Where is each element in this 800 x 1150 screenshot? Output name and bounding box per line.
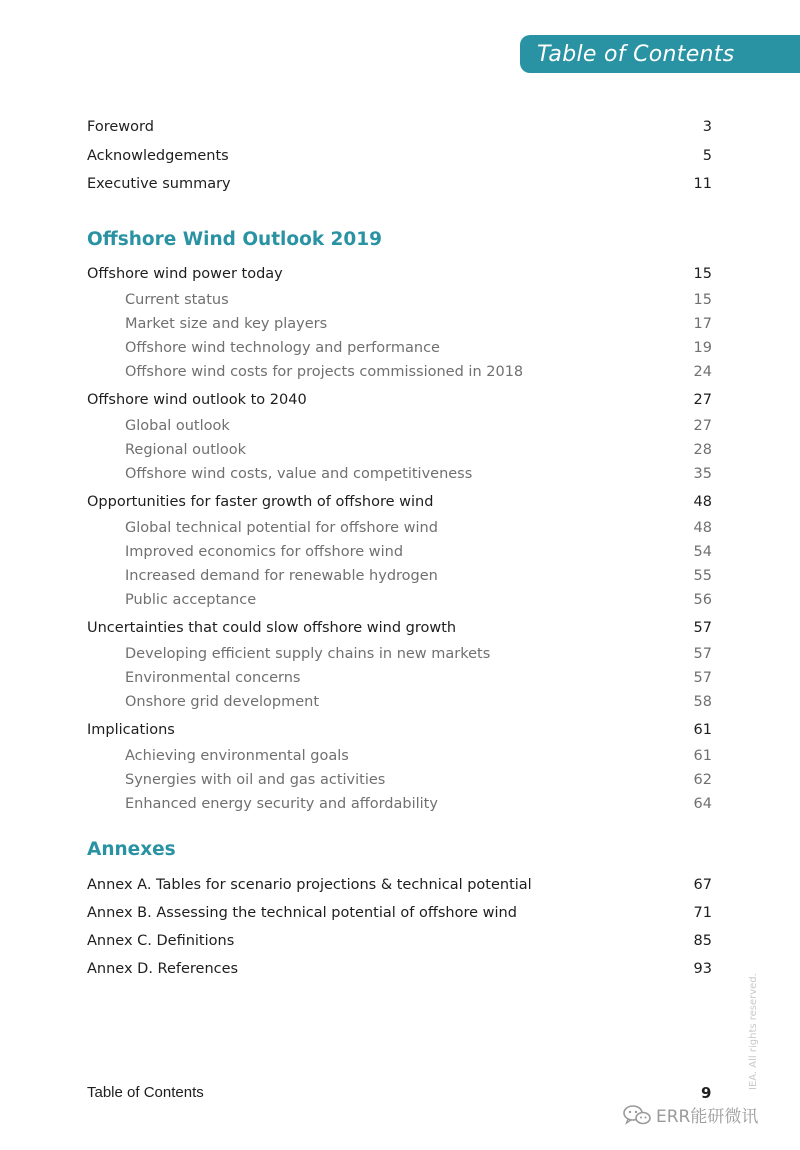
- toc-entry-label: Enhanced energy security and affordability: [125, 796, 438, 812]
- toc-entry-label: Synergies with oil and gas activities: [125, 772, 386, 788]
- toc-subentry[interactable]: [125, 292, 712, 308]
- toc-entry-label: Regional outlook: [125, 442, 247, 458]
- toc-entry-page: 19: [693, 340, 712, 356]
- toc-entry-label: Public acceptance: [125, 592, 257, 608]
- toc-chapter[interactable]: [87, 722, 712, 738]
- toc-entry-page: 56: [693, 592, 712, 608]
- toc-entry-page: 57: [693, 646, 712, 662]
- toc-entry-label: Annex B. Assessing the technical potential of offshore wind: [87, 905, 517, 921]
- watermark: [622, 1102, 758, 1127]
- toc-entry-label: Developing efficient supply chains in new markets: [125, 646, 491, 662]
- toc-entry-page: 54: [693, 544, 712, 560]
- footer-section-label: Table of Contents: [87, 1084, 204, 1101]
- toc-entry-label: Increased demand for renewable hydrogen: [125, 568, 438, 584]
- toc-entry-label: Global technical potential for offshore wind: [125, 520, 438, 536]
- toc-subentry[interactable]: [125, 796, 712, 812]
- toc-entry-label: Onshore grid development: [125, 694, 320, 710]
- toc-entry-label: Offshore wind outlook to 2040: [87, 392, 307, 408]
- toc-entry-label: Implications: [87, 722, 175, 738]
- wechat-icon: [622, 1104, 652, 1126]
- toc-annex[interactable]: [87, 961, 712, 977]
- toc-entry-page: 17: [693, 316, 712, 332]
- toc-subentry[interactable]: [125, 520, 712, 536]
- toc-entry-label: Annex A. Tables for scenario projections & technical potential: [87, 877, 532, 893]
- toc-entry-label: Achieving environmental goals: [125, 748, 349, 764]
- toc-subentry[interactable]: [125, 442, 712, 458]
- toc-entry-page: 57: [693, 620, 712, 636]
- toc-entry-page: 55: [693, 568, 712, 584]
- toc-chapter[interactable]: [87, 392, 712, 408]
- toc-entry-page: 5: [702, 148, 712, 164]
- toc-subentry[interactable]: [125, 340, 712, 356]
- toc-entry-page: 67: [693, 877, 712, 893]
- toc-entry-foreword[interactable]: [87, 119, 712, 135]
- toc-entry-label: Foreword: [87, 119, 154, 135]
- toc-annex[interactable]: [87, 877, 712, 893]
- toc-subentry[interactable]: [125, 364, 712, 380]
- toc-entry-label: Current status: [125, 292, 229, 308]
- toc-entry-page: 24: [693, 364, 712, 380]
- toc-subentry[interactable]: [125, 418, 712, 434]
- toc-banner: [520, 35, 800, 73]
- toc-entry-page: 71: [693, 905, 712, 921]
- toc-entry-page: 35: [693, 466, 712, 482]
- toc-entry-page: 48: [693, 494, 712, 510]
- toc-entry-page: 27: [693, 392, 712, 408]
- toc-chapter[interactable]: [87, 620, 712, 636]
- toc-entry-label: Improved economics for offshore wind: [125, 544, 404, 560]
- toc-entry-label: Acknowledgements: [87, 148, 229, 164]
- toc-entry-page: 57: [693, 670, 712, 686]
- toc-entry-page: 27: [693, 418, 712, 434]
- watermark-text: ERR能研微讯: [656, 1107, 759, 1127]
- toc-entry-label: Offshore wind technology and performance: [125, 340, 440, 356]
- toc-banner-title: Table of Contents: [537, 41, 735, 67]
- toc-annex[interactable]: [87, 933, 712, 949]
- toc-entry-page: 85: [693, 933, 712, 949]
- toc-entry-page: 61: [693, 748, 712, 764]
- toc-entry-label: Executive summary: [87, 176, 231, 192]
- toc-entry-label: Offshore wind costs, value and competitiveness: [125, 466, 473, 482]
- toc-entry-page: 28: [693, 442, 712, 458]
- toc-subentry[interactable]: [125, 694, 712, 710]
- toc-subentry[interactable]: [125, 670, 712, 686]
- toc-entry-label: Offshore wind costs for projects commissioned in 2018: [125, 364, 524, 380]
- toc-entry-label: Annex C. Definitions: [87, 933, 235, 949]
- toc-subentry[interactable]: [125, 316, 712, 332]
- toc-subentry[interactable]: [125, 568, 712, 584]
- toc-subentry[interactable]: [125, 544, 712, 560]
- toc-entry-page: 61: [693, 722, 712, 738]
- footer-page-number: 9: [701, 1084, 712, 1102]
- toc-annex[interactable]: [87, 905, 712, 921]
- toc-entry-label: Environmental concerns: [125, 670, 301, 686]
- toc-entry-label: Opportunities for faster growth of offshore wind: [87, 494, 434, 510]
- section-heading-outlook: Offshore Wind Outlook 2019: [87, 229, 383, 250]
- toc-entry-page: 3: [702, 119, 712, 135]
- toc-entry-page: 15: [693, 266, 712, 282]
- toc-entry-page: 15: [693, 292, 712, 308]
- toc-entry-page: 48: [693, 520, 712, 536]
- toc-entry-label: Offshore wind power today: [87, 266, 283, 282]
- toc-entry-label: Market size and key players: [125, 316, 328, 332]
- toc-entry-label: Global outlook: [125, 418, 230, 434]
- toc-subentry[interactable]: [125, 748, 712, 764]
- toc-chapter[interactable]: [87, 494, 712, 510]
- toc-entry-page: 11: [693, 176, 712, 192]
- toc-entry-label: Annex D. References: [87, 961, 239, 977]
- toc-entry-page: 58: [693, 694, 712, 710]
- toc-entry-executive-summary[interactable]: [87, 176, 712, 192]
- toc-entry-label: Uncertainties that could slow offshore wind growth: [87, 620, 457, 636]
- toc-chapter[interactable]: [87, 266, 712, 282]
- toc-subentry[interactable]: [125, 466, 712, 482]
- toc-subentry[interactable]: [125, 772, 712, 788]
- toc-entry-acknowledgements[interactable]: [87, 148, 712, 164]
- toc-entry-page: 93: [693, 961, 712, 977]
- toc-subentry[interactable]: [125, 646, 712, 662]
- rights-notice: IEA. All rights reserved.: [748, 973, 759, 1090]
- toc-entry-page: 64: [693, 796, 712, 812]
- toc-entry-page: 62: [693, 772, 712, 788]
- toc-subentry[interactable]: [125, 592, 712, 608]
- section-heading-annexes: Annexes: [87, 839, 176, 860]
